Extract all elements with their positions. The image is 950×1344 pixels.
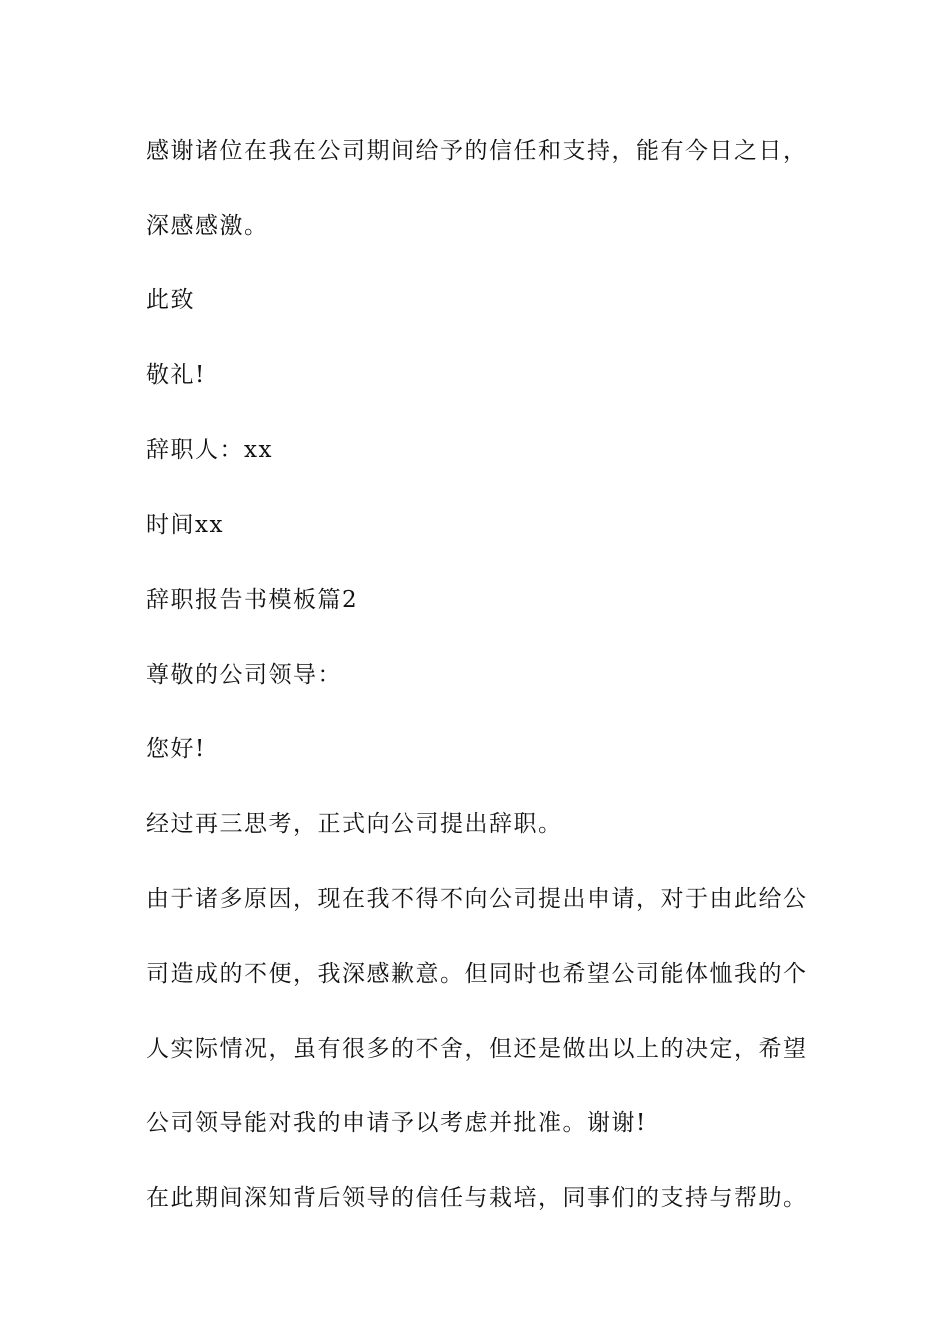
section-title: 辞职报告书模板篇2 — [146, 587, 359, 613]
closing-cizhi: 此致 — [146, 287, 195, 313]
greeting: 您好! — [146, 736, 206, 762]
paragraph-line-reason-1: 由于诸多原因，现在我不得不向公司提出申请，对于由此给公 — [146, 886, 808, 912]
paragraph-line-reason-2: 司造成的不便，我深感歉意。但同时也希望公司能体恤我的个 — [146, 961, 808, 987]
paragraph-line-gratitude: 在此期间深知背后领导的信任与栽培，同事们的支持与帮助。 — [146, 1185, 808, 1211]
paragraph-line-thanks-1: 感谢诸位在我在公司期间给予的信任和支持，能有今日之日， — [146, 138, 808, 164]
paragraph-line-thanks-2: 深感感激。 — [146, 213, 269, 239]
closing-jingli: 敬礼! — [146, 362, 206, 388]
paragraph-line-decision: 经过再三思考，正式向公司提出辞职。 — [146, 811, 563, 837]
paragraph-line-reason-3: 人实际情况，虽有很多的不舍，但还是做出以上的决定，希望 — [146, 1036, 808, 1062]
salutation: 尊敬的公司领导： — [146, 662, 342, 688]
paragraph-line-reason-4: 公司领导能对我的申请予以考虑并批准。谢谢! — [146, 1110, 647, 1136]
signature-name: 辞职人：xx — [146, 437, 273, 463]
signature-date: 时间xx — [146, 512, 224, 538]
